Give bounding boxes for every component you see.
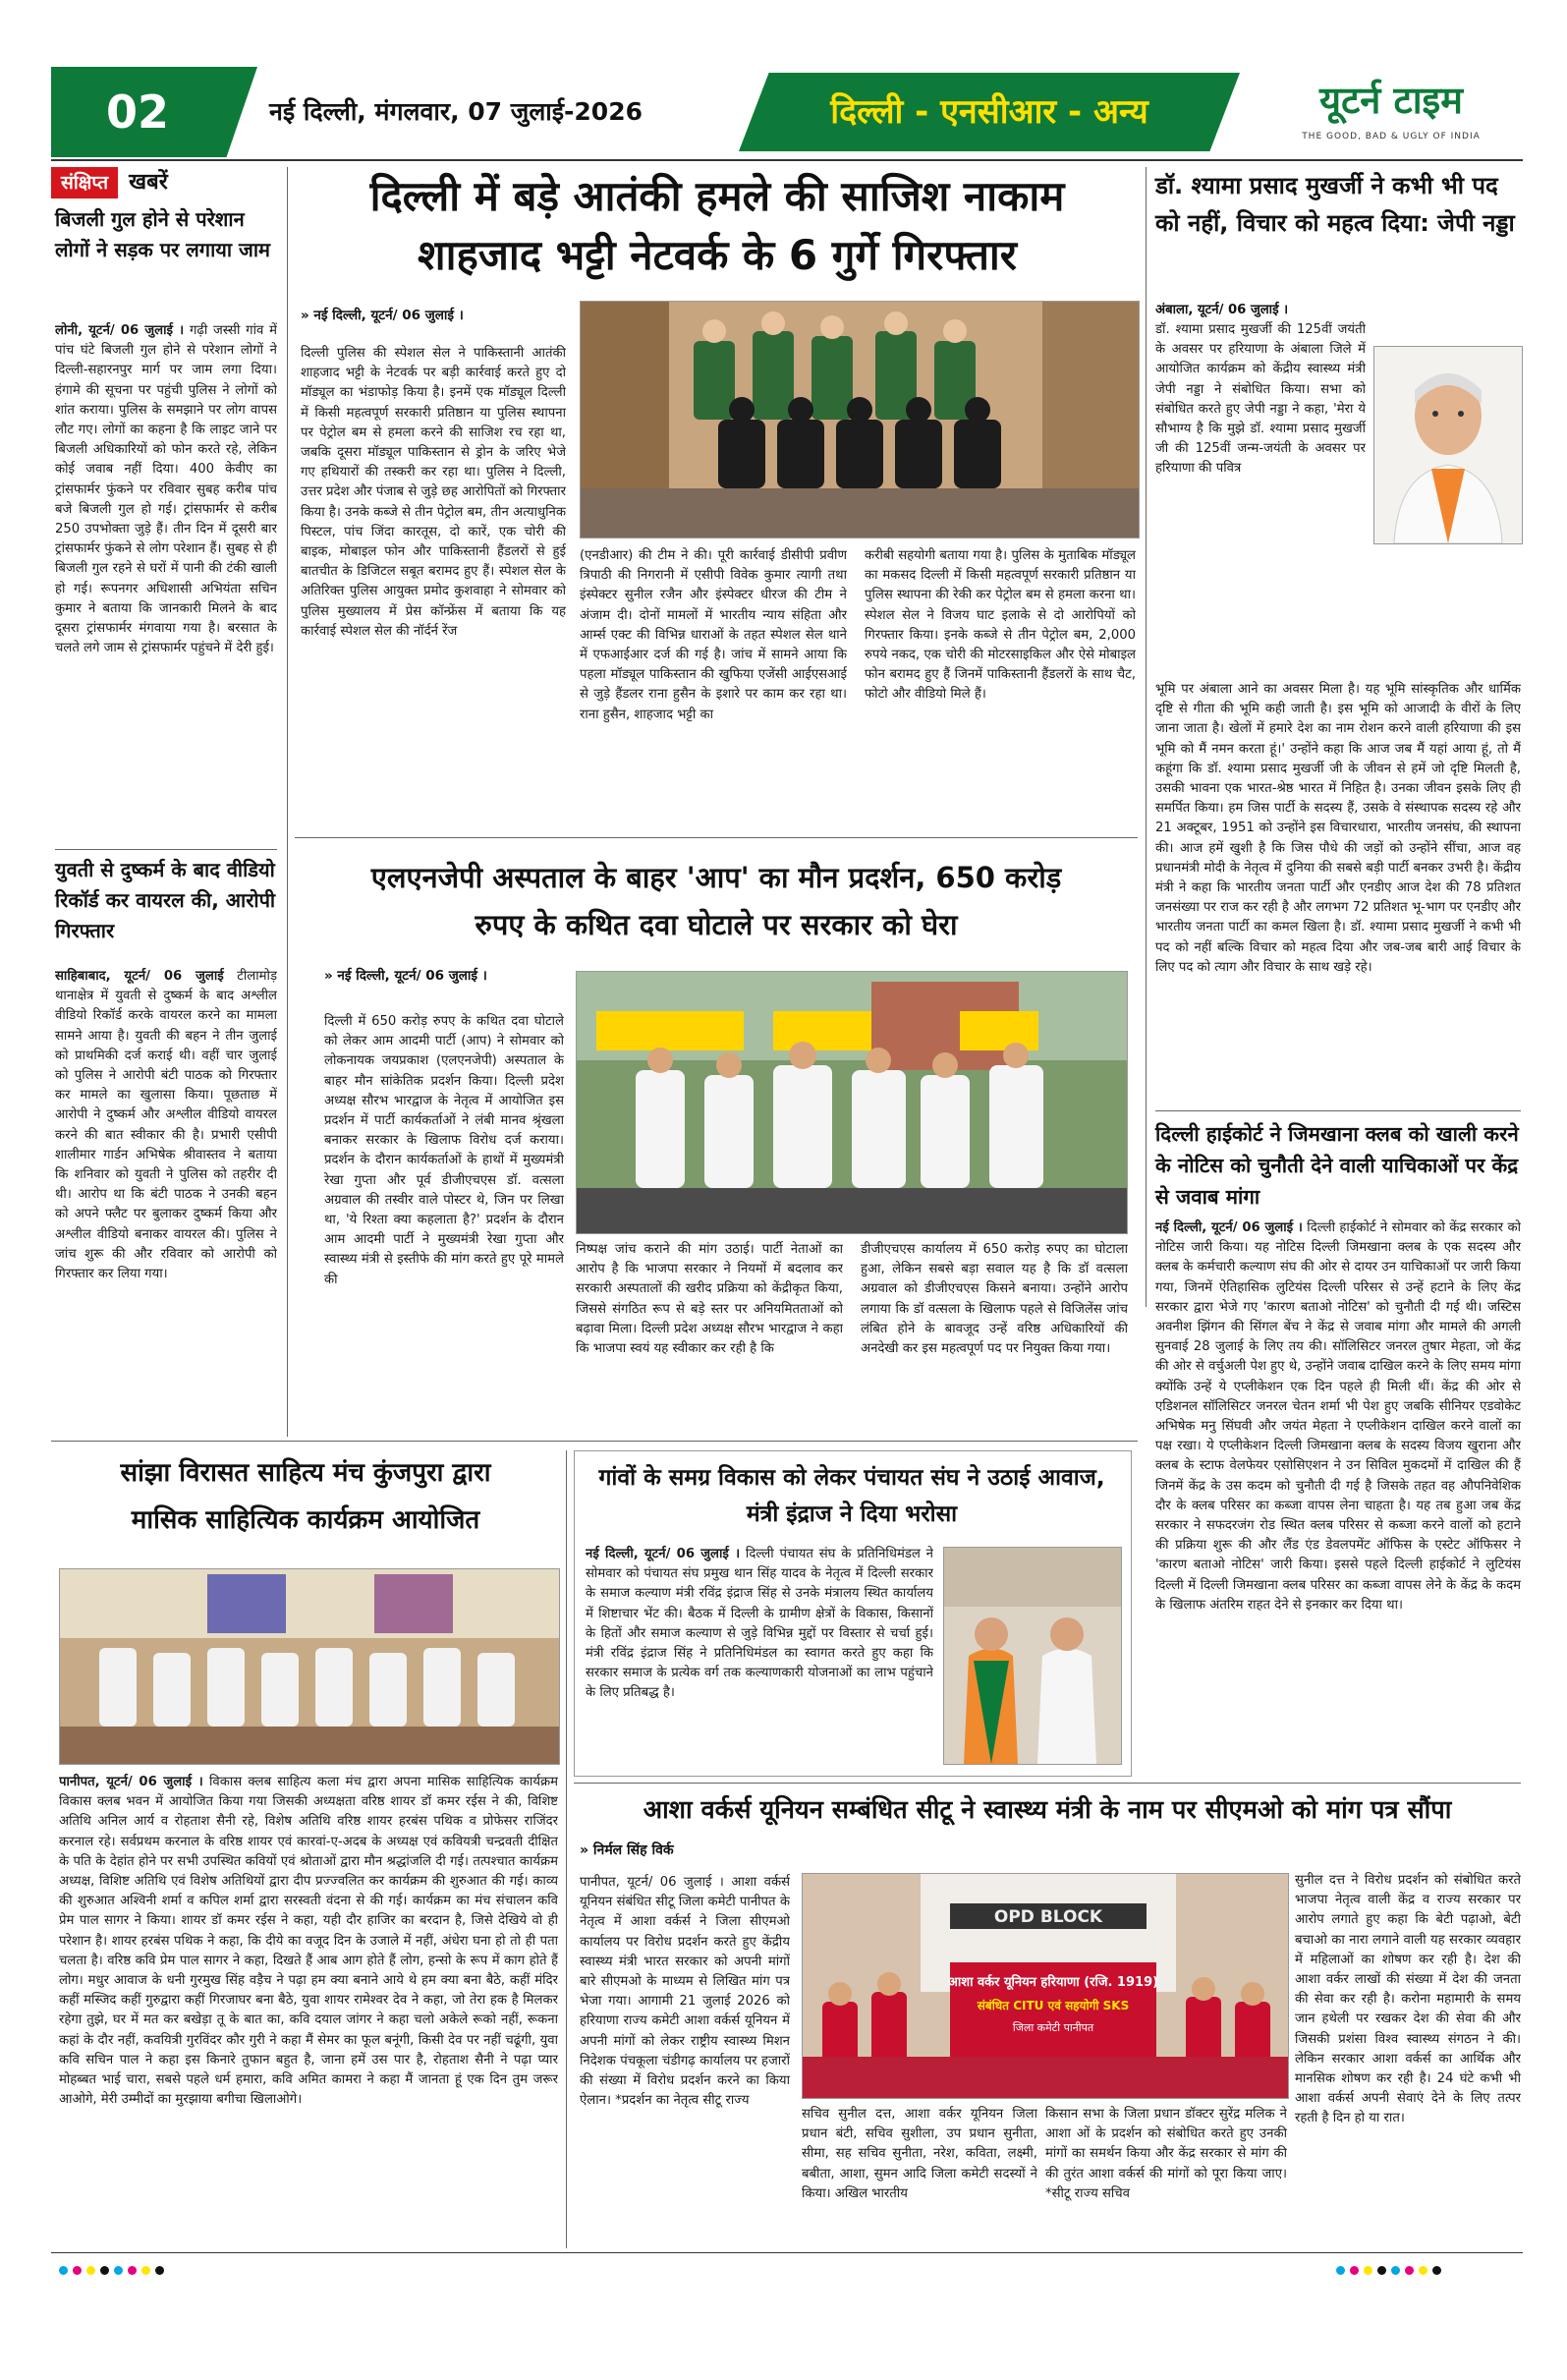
- asha-col-2: सचिव सुनील दत्त, आशा वर्कर यूनियन जिला प्रधान बंटी, सचिव सुशीला, उप प्रधान सुनीता, सीमा, सह सचिव सुनीता, नरेश, कविता, लक्ष्मी, बबीता, आशा, सुमन आदि जिला कमेटी सदस्यों ने किया। अखिल भारतीय: [802, 2107, 1037, 2201]
- registration-dot: [1391, 2266, 1400, 2275]
- aap-col-3: डीजीएचएस कार्यालय में 650 करोड़ रुपए का घोटाला हुआ, लेकिन सबसे बड़ा सवाल यह है कि डॉ वत्सला अग्रवाल को डीजीएचएस किसने बनाया। उन्होंने आरोप लगाया कि डॉ वत्सला के खिलाफ पहले से विजिलेंस जांच लंबित होने के बावजूद उन्हें वरिष्ठ अधिकारियों की अनदेखी कर इस महत्वपूर्ण पद पर नियुक्त किया गया।: [861, 1242, 1128, 1357]
- asha-byline: » निर्मल सिंह विर्क: [580, 1842, 674, 1858]
- footer-rule: [51, 2252, 1523, 2253]
- lead-photo-svg: [581, 302, 1139, 538]
- brief-tag-left: संक्षिप्त: [51, 167, 118, 198]
- panchayat-text: दिल्ली पंचायत संघ के प्रतिनिधिमंडल ने सोमवार को पंचायत संघ प्रमुख थान सिंह यादव के नेतृत्व में दिल्ली सरकार के समाज कल्याण मंत्री रविंद्र इंद्राज सिंह से उनके मंत्रालय स्थित कार्यालय में शिष्टाचार भेंट की। बैठक में दिल्ली के ग्रामीण क्षेत्रों के विकास, किसानों के हितों और समाज कल्याण से जुड़े विभिन्न मुद्दों पर विस्तार से चर्चा हुई। मंत्री रविंद्र इंद्राज सिंह ने प्रतिनिधिमंडल का स्वागत करते हुए कहा कि सरकार समाज के प्रत्येक वर्ग तक कल्याणकारी योजनाओं का लाभ पहुंचाने के लिए प्रतिबद्ध है।: [586, 1547, 933, 1701]
- registration-dot: [59, 2266, 68, 2275]
- brand-logo: [1259, 71, 1523, 153]
- panchayat-photo: [943, 1547, 1122, 1765]
- asha-banner-sub2: जिला कमेटी पानीपत: [1012, 2021, 1094, 2034]
- nadda-body: भूमि पर अंबाला आने का अवसर मिला है। यह भूमि सांस्कृतिक और धार्मिक दृष्टि से गीता की भूमि कही जाती है। इस भूमि को आजादी के वीरों के लिए जाना जाता है। खेलों में हमारे देश का नाम रोशन करने वाली हरियाणा की इस भूमि को मैं नमन करता हूं।' उन्होंने कहा कि आज जब मैं यहां आया हूं, तो मैं कहूंगा कि डॉ. श्यामा प्रसाद मुखर्जी जी के जीवन से हमें जो दृष्टि मिलती है, उसकी भावना एक भारत-श्रेष्ठ भारत में निहित है। उनका जीवन इसके लिए ही समर्पित किया। हम जिस पार्टी के सदस्य हैं, उसके वे संस्थापक सदस्य रहे और 21 अक्टूबर, 1951 को उन्होंने इस विचारधारा, भारतीय जनसंघ, की स्थापना की। आज हमें खुशी है कि जिस पौधे की जड़ों को उन्होंने सींचा, आज वह प्रधानमंत्री मोदी के नेतृत्व में दुनिया की सबसे बड़ी पार्टी बनकर उभरी है। केंद्रीय मंत्री ने कहा कि भारतीय जनता पार्टी और एनडीए आज देश की 78 प्रतिशत जनसंख्या पर राज कर रही है और लगभग 72 प्रतिशत भू-भाग पर एनडीए और भारतीय जनता पार्टी का कमल खिला है। डॉ. श्यामा प्रसाद मुखर्जी ने कभी भी पद को नहीं बल्कि विचार को महत्व दिया और जब-जब बारी आई विचार के लिए पद को त्याग और विचार के साथ खड़े रहे।: [1155, 682, 1521, 975]
- asha-col-3: किसान सभा के जिला प्रधान डॉक्टर सुरेंद्र मलिक ने आशा ओं के प्रदर्शन को संबोधित करते हुए उनकी मांगों का समर्थन किया और केंद्र सरकार से मांग की की तुरंत आशा वर्कर्स की मांगों को पूरा किया जाए। *सीटू राज्य सचिव: [1045, 2107, 1287, 2201]
- brief-2-headline: युवती से दुष्कर्म के बाद वीडियो रिकॉर्ड कर वायरल की, आरोपी गिरफ्तार: [55, 858, 276, 942]
- registration-dot: [128, 2266, 137, 2275]
- registration-dot: [1364, 2266, 1372, 2275]
- nadda-portrait-svg: [1374, 347, 1522, 543]
- sanjha-photo-svg: [60, 1569, 559, 1764]
- middle-divider: [51, 1441, 1138, 1442]
- registration-dot: [1377, 2266, 1386, 2275]
- brief-2-dateline: साहिबाबाद, यूटर्न/ 06 जुलाई: [55, 969, 224, 984]
- asha-photo-svg: [803, 1874, 1288, 2098]
- gymkhana-headline: दिल्ली हाईकोर्ट ने जिमखाना क्लब को खाली करने के नोटिस को चुनौती देने वाली याचिकाओं पर केंद्र से जवाब मांगा: [1155, 1122, 1519, 1209]
- aap-headline-2: रुपए के कथित दवा घोटाले पर सरकार को घेरा: [475, 908, 958, 941]
- panchayat-headline: गांवों के समग्र विकास को लेकर पंचायत संघ ने उठाई आवाज, मंत्री इंद्राज ने दिया भरोसा: [598, 1465, 1105, 1527]
- lead-dateline: » नई दिल्ली, यूटर्न/ 06 जुलाई ।: [301, 308, 464, 323]
- asha-col-1: पानीपत, यूटर्न/ 06 जुलाई । आशा वर्कर्स यूनियन संबंधित सीटू जिला कमेटी पानीपत के नेतृत्व में आशा वर्कर्स ने जिला सीएमओ कार्यालय पर विरोध प्रदर्शन करते हुए केंद्रीय स्वास्थ्य मंत्री भारत सरकार को अपनी मांगों बारे सीएमओ के माध्यम से लिखित मांग पत्र भेजा गया। आगामी 21 जुलाई 2026 को हरियाणा राज्य कमेटी आशा वर्कर्स यूनियन में अपनी मांगों को लेकर राष्ट्रीय स्वास्थ्य मिशन निदेशक पंचकूला चंडीगढ़ कार्यालय पर हजारों की संख्या में विरोध प्रदर्शन करने का किया ऐलान। *प्रदर्शन का नेतृत्व सीटू राज्य: [580, 1875, 790, 2109]
- brief-tag: [51, 167, 287, 200]
- brief-1-body: [55, 321, 277, 840]
- asha-col-4: सुनील दत्त ने विरोध प्रदर्शन को संबोधित करते भाजपा नेतृत्व वाली केंद्र व राज्य सरकार पर आरोप लगाते हुए कहा कि बेटी पढ़ाओ, बेटी बचाओ का नारा लगाने वाली यह सरकार व्यवहार में महिलाओं का शोषण कर रही है। देश की आशा वर्कर लाखों की संख्या में देश की जनता की सेवा कर रही है। करोना महामारी के समय जान हथेली पर रखकर देश की सेवा की और जिसकी प्रशंसा विश्व स्वास्थ्य संगठन ने की। लेकिन सरकार आशा वर्कर्स का आर्थिक और मानसिक शोषण कर रही है। 24 घंटे कभी भी आशा वर्कर्स अपनी सेवाएं देने के लिए तत्पर रहती है दिन हो या रात।: [1295, 1873, 1521, 2126]
- asha-top-rule: [574, 1783, 1521, 1784]
- registration-dot: [141, 2266, 150, 2275]
- footer-registration-dots-right: [1336, 2260, 1533, 2274]
- aap-dateline: » नई दिल्ली, यूटर्न/ 06 जुलाई ।: [324, 968, 487, 984]
- registration-dot: [86, 2266, 95, 2275]
- brand-tagline: THE GOOD, BAD & UGLY OF INDIA: [1302, 132, 1481, 142]
- asha-banner-sub: संबंधित CITU एवं सहयोगी SKS: [977, 1999, 1130, 2012]
- registration-dot: [1432, 2266, 1441, 2275]
- column-rule-left: [287, 167, 288, 1437]
- gymkhana-dateline: नई दिल्ली, यूटर्न/ 06 जुलाई ।: [1155, 1220, 1303, 1235]
- sanjha-dateline: पानीपत, यूटर्न/ 06 जुलाई ।: [59, 1775, 203, 1789]
- registration-dot: [1405, 2266, 1414, 2275]
- registration-dot: [1336, 2266, 1345, 2275]
- column-rule-right: [1146, 167, 1147, 1307]
- nadda-body-top: डॉ. श्यामा प्रसाद मुखर्जी की 125वीं जयंती के अवसर पर हरियाणा के अंबाला जिले में आयोजित कार्यक्रम को केंद्रीय स्वास्थ्य मंत्री जेपी नड्डा ने संबोधित किया। सभा को संबोधित करते हुए जेपी नड्डा ने कहा, 'मेरा ये सौभाग्य है कि मुझे डॉ. श्यामा प्रसाद मुखर्जी जी की 125वीं जन्म-जयंती के अवसर पर हरियाणा की पवित्र: [1155, 322, 1366, 477]
- masthead: [51, 67, 1523, 157]
- brief-1-headline: बिजली गुल होने से परेशान लोगों ने सड़क पर लगाया जाम: [55, 207, 270, 261]
- nadda-dateline: अंबाला, यूटर्न/ 06 जुलाई ।: [1155, 303, 1289, 317]
- registration-dot: [100, 2266, 109, 2275]
- registration-dot: [73, 2266, 82, 2275]
- brand-logo-text: यूटर्न टाइम: [1319, 79, 1463, 122]
- lead-headline-2: शाहजाद भट्टी नेटवर्क के 6 गुर्गे गिरफ्तार: [418, 231, 1017, 279]
- registration-dot: [1419, 2266, 1427, 2275]
- sanjha-headline-1: सांझा विरासत साहित्य मंच कुंजपुरा द्वारा: [120, 1458, 491, 1488]
- lead-col-3: करीबी सहयोगी बताया गया है। पुलिस के मुताबिक मॉड्यूल का मकसद दिल्ली में किसी महत्वपूर्ण सरकारी प्रतिष्ठान या पुलिस स्थापना की रेकी कर पेट्रोल बम से हमला करना था। स्पेशल सेल ने विजय घाट इलाके से दो आरोपियों को गिरफ्तार किया। इनके कब्जे से तीन पेट्रोल बम, 2,000 रुपये नकद, एक चोरी की मोटरसाइकिल और ऐसे मोबाइल फोन बरामद हुए हैं जिनमें पाकिस्तानी हैंडलरों के साथ चैट, फोटो और वीडियो मिले हैं।: [865, 548, 1136, 703]
- panchayat-dateline: नई दिल्ली, यूटर्न/ 06 जुलाई ।: [586, 1547, 741, 1561]
- sanjha-text: विकास क्लब साहित्य कला मंच द्वारा अपना मासिक साहित्यिक कार्यक्रम विकास क्लब भवन में आयोजित किया गया जिसकी अध्यक्षता वरिष्ठ शायर डॉ कमर रईस ने की, विशिष्ट अतिथि अनिल आर्य व रोहताश सैनी रहे, विशेष अतिथि वरिष्ठ शायर हरबंस पथिक व प्रोफेसर राजिंदर करनाल रहे। सर्वप्रथम करनाल के वरिष्ठ शायर एवं कारवां-ए-अदब के अध्यक्ष एवं कवियत्री चन्द्रवती दीक्षित के पति के देहांत होने पर सभी उपस्थित कवियों एवं श्रोताओं द्वारा मौन श्रद्धांजलि दी गई। तत्पश्चात कार्यक्रम अध्यक्ष, विशिष्ट अतिथि एवं विशेष अतिथियों द्वारा दीप प्रज्ज्वलित कर कार्यक्रम की शुरुआत की गई। काव्य की शुरुआत अश्विनी शर्मा व कपिल शर्मा द्वारा सरस्वती वंदना से की गई। कार्यक्रम का मंच संचालन कवि प्रेम पाल सागर ने किया। शायर डॉ कमर रईस ने कहा, यही दौर हाजिर का बरदान है, जिसे देखिये वो ही परेशान है। शायर हरबंस पथिक ने कहा, कि दीये का वजूद दिन के उजाले में नहीं, अंधेरा घना हो तो ही पता चलता है। वरिष्ठ कवि प्रेम पाल सागर ने कहा, दिखते हैं आब आग होते हैं लोग, हन्सो के रूप में काग होते हैं लोग। मधुर आवाज के धनी गुरमुख सिंह वड़ैच ने पढ़ा हम क्या बनाने आये थे हम क्या बना बैठे, कहीं मंदिर कहीं मस्जिद कहीं गुरुद्वारा कहीं गिरजाघर बना बैठे, युवा शायर रामेश्वर देव ने कहा, जो तेरा हक है मिलकर रहेगा तुझे, घर में मत कर बखेड़ा तू के बात का, कवि दयाल जांगर ने कहा चलो अकेले रूको नहीं, रूकना कहां के दौर नहीं, कवयित्री गुरविंदर कौर गुरी ने कहा मैं सेमर का फूल बनूंगी, किसी देव पर नहीं चढूंगी, युवा कवि सचिन पाल ने कहा इस किनारे तुफान बहुत है, जाना हमें उस पार है, रोहताश सैनी ने पढ़ा प्यार मोहब्बत भाई चारा, सबसे पहले धर्म हमारा, कवि अमित कामरा ने कहा मैं जानता हूं एक दिन तुम जरूर आओगे, मेरी उम्मीदों का मुरझाया बगीचा खिलाओगे।: [59, 1775, 558, 2108]
- aap-headline-1: एलएनजेपी अस्पताल के बाहर 'आप' का मौन प्रदर्शन, 650 करोड़: [370, 861, 1062, 894]
- asha-headline: आशा वर्कर्स यूनियन सम्बंधित सीटू ने स्वास्थ्य मंत्री के नाम पर सीएमओ को मांग पत्र सौंपा: [643, 1795, 1452, 1825]
- sanjha-headline-2: मासिक साहित्यिक कार्यक्रम आयोजित: [131, 1505, 480, 1535]
- brief-2-text: टीलामोड़ थानाक्षेत्र में युवती से दुष्कर्म के बाद अश्लील वीडियो रिकॉर्ड करके वायरल करने का मामला सामने आया है। युवती की बहन ने तीन जुलाई को प्राथमिकी दर्ज कराई थी। वहीं चार जुलाई को पुलिस ने आरोपी बंटी पाठक को गिरफ्तार कर मामले का खुलासा किया। पूछताछ में आरोपी ने दुष्कर्म और अश्लील वीडियो वायरल करने की बात स्वीकार की है। प्रभारी एसीपी शालीमार गार्डन अभिषेक श्रीवास्तव ने बताया कि शनिवार को युवती ने पुलिस को तहरीर दी थी। आरोप था कि बंटी पाठक ने उनकी बहन को अपने फ्लैट पर बुलाकर दुष्कर्म किया और अश्लील वीडियो बनाकर वायरल की। पुलिस ने जांच शुरू की और रविवार को आरोपी को गिरफ्तार कर लिया गया।: [55, 969, 277, 1282]
- lead-col-1: दिल्ली पुलिस की स्पेशल सेल ने पाकिस्तानी आतंकी शाहजाद भट्टी के नेटवर्क पर बड़ी कार्रवाई करते हुए दो मॉड्यूल का भंडाफोड़ किया है। इनमें एक मॉड्यूल दिल्ली में किसी महत्वपूर्ण सरकारी प्रतिष्ठान या पुलिस स्थापना पर पेट्रोल बम से हमला करने की साजिश रच रहा था, जबकि दूसरा मॉड्यूल पाकिस्तान से ड्रोन के जरिए भेजे गए हथियारों की तस्करी कर रहा था। पुलिस ने दिल्ली, उत्तर प्रदेश और पंजाब से जुड़े छह आरोपितों को गिरफ्तार किया है। उनके कब्जे से तीन पेट्रोल बम, तीन अत्याधुनिक पिस्टल, पांच जिंदा कारतूस, दो कारें, एक चोरी की बाइक, मोबाइल फोन और पाकिस्तानी हैंडलरों से हुई बातचीत के डिजिटल सबूत बरामद हुए हैं। स्पेशल सेल के अतिरिक्त पुलिस आयुक्त प्रमोद कुशवाहा ने सोमवार को पुलिस मुख्यालय में प्रेस कॉन्फ्रेंस में बताया कि यह कार्रवाई स्पेशल सेल की नॉर्दर्न रेंज: [301, 346, 566, 639]
- masthead-dateline: नई दिल्ली, मंगलवार, 07 जुलाई-2026: [269, 97, 643, 126]
- aap-col-2: निष्पक्ष जांच कराने की मांग उठाई। पार्टी नेताओं का आरोप है कि भाजपा सरकार ने नियमों में बदलाव कर सरकारी अस्पतालों की खरीद प्रक्रिया को केंद्रीकृत किया, जिससे संगठित रूप से बड़े स्तर पर अनियमितताओं को बढ़ावा मिला। दिल्ली प्रदेश अध्यक्ष सौरभ भारद्वाज ने कहा कि भाजपा स्वयं यह स्वीकार कर रही है कि: [576, 1242, 843, 1357]
- nadda-portrait: [1373, 346, 1523, 544]
- asha-photo: [802, 1873, 1289, 2099]
- lead-col-2: (एनडीआर) की टीम ने की। पूरी कार्रवाई डीसीपी प्रवीण त्रिपाठी की निगरानी में एसीपी विवेक कुमार त्यागी तथा इंस्पेक्टर सुनील रजैन और इंस्पेक्टर धीरज की टीम ने अंजाम दी। दोनों मामलों में भारतीय न्याय संहिता और आर्म्स एक्ट की विभिन्न धाराओं के तहत स्पेशल सेल थाने में एफआईआर दर्ज की गई है। जांच में सामने आया कि पहला मॉड्यूल पाकिस्तान की खुफिया एजेंसी आईएसआई से जुड़े हैंडलर राना हुसैन के इशारे पर काम कर रहा था। राना हुसैन, शाहजाद भट्टी का: [580, 548, 847, 722]
- asha-banner-title: आशा वर्कर यूनियन हरियाणा (रजि. 1919): [947, 1975, 1159, 1990]
- page-number: 02: [105, 85, 169, 139]
- sanjha-body: [59, 1773, 558, 2238]
- aap-top-rule: [295, 837, 1138, 838]
- nadda-headline: डॉ. श्यामा प्रसाद मुखर्जी ने कभी भी पद को नहीं, विचार को महत्व दिया: जेपी नड्डा: [1155, 172, 1515, 237]
- asha-building-sign: OPD BLOCK: [993, 1907, 1103, 1927]
- aap-col-1: दिल्ली में 650 करोड़ रुपए के कथित दवा घोटाले को लेकर आम आदमी पार्टी (आप) ने सोमवार को लोकनायक जयप्रकाश (एलएनजेपी) अस्पताल के बाहर मौन सांकेतिक प्रदर्शन किया। दिल्ली प्रदेश अध्यक्ष सौरभ भारद्वाज के नेतृत्व में आयोजित इस प्रदर्शन में पार्टी कार्यकर्ताओं ने लंबी मानव श्रृंखला बनाकर सरकार के खिलाफ विरोध दर्ज कराया। प्रदर्शन के दौरान कार्यकर्ताओं के हाथों में मुख्यमंत्री रेखा गुप्ता और पूर्व डीजीएचएस डॉ. वत्सला अग्रवाल की तस्वीर वाले पोस्टर थे, जिन पर लिखा था, 'ये रिश्ता क्या कहलाता है?' प्रदर्शन के दौरान आम आदमी पार्टी ने मुख्यमंत्री रेखा गुप्ता और स्वास्थ्य मंत्री से इस्तीफे की मांग करते हुए पूरे मामले की: [324, 1014, 564, 1287]
- masthead-divider: [51, 159, 1523, 161]
- sanjha-photo: [59, 1568, 560, 1765]
- footer-registration-dots-left: [59, 2260, 452, 2274]
- brief-divider: [55, 849, 277, 850]
- registration-dot: [1350, 2266, 1359, 2275]
- aap-photo-svg: [577, 972, 1127, 1233]
- panchayat-photo-svg: [944, 1548, 1121, 1764]
- section-title: दिल्ली - एनसीआर - अन्य: [830, 92, 1148, 132]
- lead-photo: [580, 301, 1140, 538]
- gymkhana-text: दिल्ली हाईकोर्ट ने सोमवार को केंद्र सरकार को नोटिस जारी किया। यह नोटिस दिल्ली जिमखाना क्लब के एक सदस्य और क्लब के कर्मचारी कल्याण संघ की ओर से दायर उन याचिकाओं पर जारी किया गया, जिनमें ऐतिहासिक लुटियंस दिल्ली परिसर से उन्हें हटाने के लिए केंद्र सरकार द्वारा भेजे गए 'कारण बताओ नोटिस' को चुनौती दी गई थी। जस्टिस अवनीश झिंगन की सिंगल बेंच ने केंद्र से जवाब मांगा और मामले की अगली सुनवाई 28 जुलाई के लिए तय की। सॉलिसिटर जनरल तुषार मेहता, जो केंद्र की ओर से वर्चुअली पेश हुए थे, उन्होंने जवाब दाखिल करने के लिए समय मांगा क्योंकि उन्हें ये एप्लीकेशन एक दिन पहले ही मिली थीं। केंद्र की ओर से एडिशनल सॉलिसिटर जनरल चेतन शर्मा भी पेश हुए जबकि सीनियर एडवोकेट अभिषेक मनु सिंघवी और जयंत मेहता ने एप्लीकेशन दाखिल करने वालों का पक्ष रखा। ये एप्लीकेशन दिल्ली जिमखाना क्लब के सदस्य विजय खुराना और क्लब के स्टाफ वेलफेयर एसोसिएशन ने उन सिविल मुकदमों में दाखिल की हैं जिनमें केंद्र के उस कदम को चुनौती दी गई है जिसके तहत वह औपनिवेशिक दौर के क्लब परिसर का कब्जा वापस लेना चाहता है। यह तब हुआ जब केंद्र सरकार ने सफदरजंग रोड स्थित क्लब परिसर से कब्जा करने वालों को हटाने की प्रक्रिया शुरू की और लैंड एंड डेवलपमेंट ऑफिस के एस्टेट ऑफिसर ने 'कारण बताओ नोटिस' जारी किया। इससे पहले दिल्ली हाईकोर्ट ने लुटियंस दिल्ली में दिल्ली जिमखाना क्लब परिसर का कब्जा वापस लेने के केंद्र के कदम के खिलाफ अंतरिम राहत देने से इनकार कर दिया था।: [1155, 1220, 1521, 1613]
- aap-photo: [576, 971, 1128, 1234]
- nadda-divider: [1155, 1110, 1521, 1111]
- sanjha-rule: [566, 1450, 567, 2248]
- panchayat-body: [586, 1545, 933, 1763]
- brief-2-body: [55, 967, 277, 1429]
- brief-1-dateline: लोनी, यूटर्न/ 06 जुलाई ।: [55, 323, 185, 338]
- registration-dot: [155, 2266, 164, 2275]
- brief-tag-right: खबरें: [129, 170, 168, 195]
- lead-headline-1: दिल्ली में बड़े आतंकी हमले की साजिश नाकाम: [369, 172, 1065, 220]
- brief-1-text: गढ़ी जस्सी गांव में पांच घंटे बिजली गुल होने से परेशान लोगों ने दिल्ली-सहारनपुर मार्ग पर जाम लगा दिया। हंगामे की सूचना पर पहुंची पुलिस ने लोगों को शांत कराया। पुलिस के समझाने पर लोग वापस लौट गए। लोगों का कहना है कि लाइट जाने पर बिजली अधिकारियों को फोन करते रहे, लेकिन कोई जवाब नहीं दिया। 400 केवीए का ट्रांसफार्मर फुंकने पर रविवार सुबह करीब पांच बजे बिजली गुल हो गई। ट्रांसफार्मर से करीब 250 उपभोक्ता जुड़े हैं। तीन दिन में दूसरी बार ट्रांसफार्मर फुंकने से लोग परेशान हैं। सुबह से ही बिजली गुल रहने से घरों में पानी की टंकी खाली हो गई। रूपनगर अधिशासी अभियंता सचिन कुमार ने बताया कि जानकारी मिलने के बाद दूसरा ट्रांसफार्मर मंगवाया गया है। बरसात के चलते लगे जाम से ट्रांसफार्मर पहुंचने में देरी हुई।: [55, 323, 277, 656]
- registration-dot: [114, 2266, 123, 2275]
